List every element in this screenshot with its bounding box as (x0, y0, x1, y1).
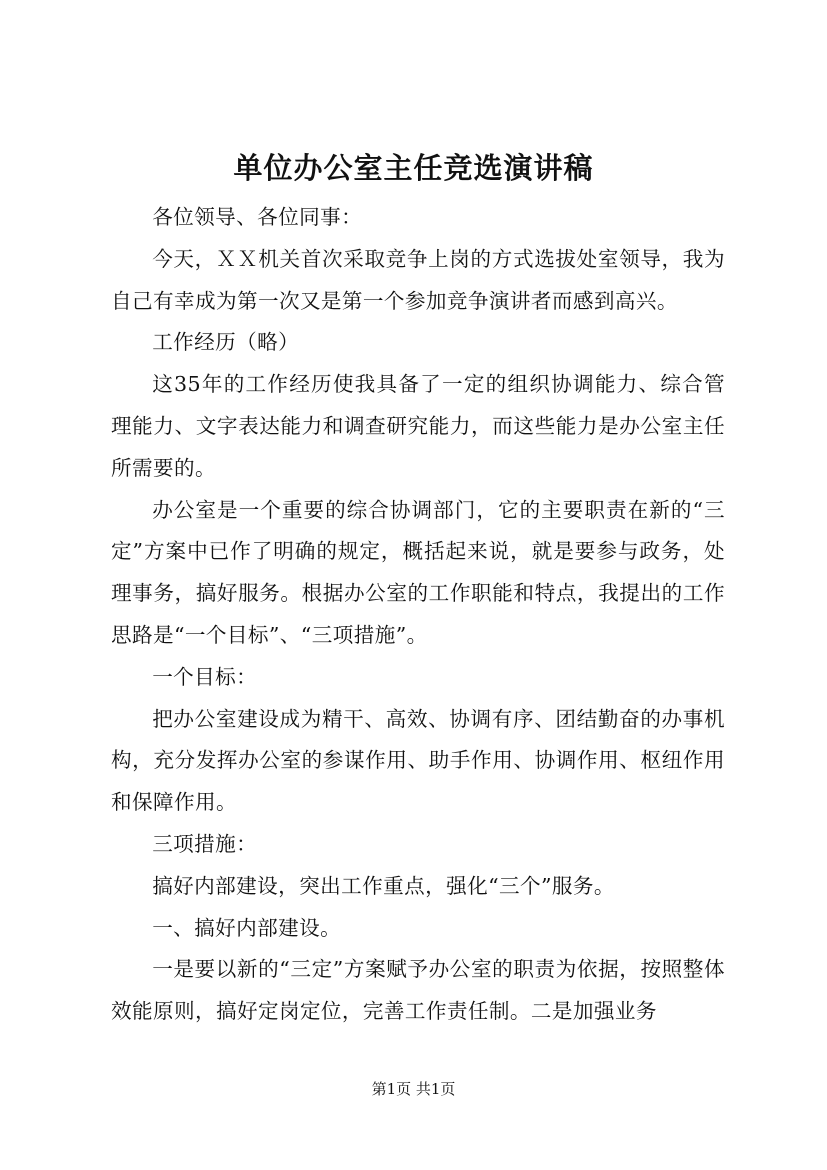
paragraph-measures-heading: 三项措施： (152, 831, 258, 856)
paragraph-section-one-heading: 一、搞好内部建设。 (152, 915, 342, 940)
paragraph-section-one: 一是要以新的“三定”方案赋予办公室的职责为依据，按照整体效能原则，搞好定岗定位，完善工作责任制。二是加强业务 (111, 957, 725, 1024)
paragraph-measures-summary: 搞好内部建设，突出工作重点，强化“三个”服务。 (152, 873, 615, 898)
paragraph-goal-heading: 一个目标： (152, 664, 258, 689)
page-footer (0, 1078, 827, 1100)
paragraph-work-history: 这35年的工作经历使我具备了一定的组织协调能力、综合管理能力、文字表达能力和调查研究能力，而这些能力是办公室主任所需要的。 (111, 372, 725, 480)
page-number-label: 第1页 共1页 (371, 1080, 456, 1098)
document-title: 单位办公室主任竞选演讲稿 (233, 151, 594, 185)
paragraph-goal: 把办公室建设成为精干、高效、协调有序、团结勤奋的办事机构，充分发挥办公室的参谋作用、助手作用、协调作用、枢纽作用和保障作用。 (111, 706, 725, 815)
paragraph-intro: 今天，ＸＸ机关首次采取竞争上岗的方式选拔处室领导，我为自己有幸成为第一次又是第一个参加竞争演讲者而感到高兴。 (111, 246, 725, 313)
paragraph-office-role: 办公室是一个重要的综合协调部门，它的主要职责在新的“三定”方案中已作了明确的规定，概括起来说，就是要参与政务，处理事务，搞好服务。根据办公室的工作职能和特点，我提出的工作思路是“一个目标”、“三项措施”。 (111, 497, 725, 647)
document-body (111, 197, 725, 1033)
paragraph-work-history-heading: 工作经历（略） (152, 330, 300, 355)
paragraph-greeting: 各位领导、各位同事： (152, 205, 363, 229)
